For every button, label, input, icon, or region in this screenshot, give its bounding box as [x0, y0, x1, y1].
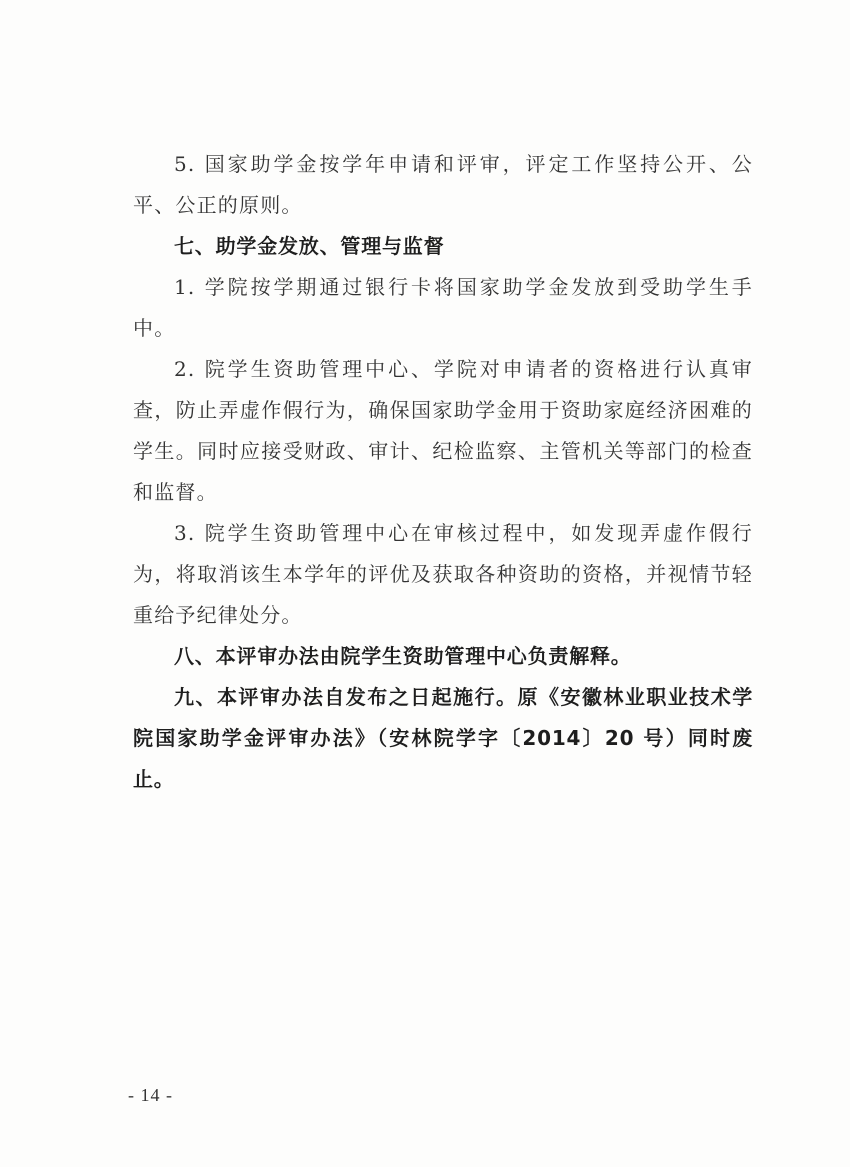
document-body	[133, 144, 753, 800]
page-number: - 14 -	[128, 1085, 173, 1105]
section-heading-9: 九、本评审办法自发布之日起施行。原《安徽林业职业技术学院国家助学金评审办法》（安林院学字〔2014〕20 号）同时废止。	[133, 685, 753, 791]
paragraph-item-5: 5. 国家助学金按学年申请和评审，评定工作坚持公开、公平、公正的原则。	[133, 152, 753, 217]
section-heading-8: 八、本评审办法由院学生资助管理中心负责解释。	[174, 644, 632, 668]
paragraph-item-3: 3. 院学生资助管理中心在审核过程中，如发现弄虚作假行为，将取消该生本学年的评优及获取各种资助的资格，并视情节轻重给予纪律处分。	[133, 521, 753, 627]
section-heading-7: 七、助学金发放、管理与监督	[174, 234, 445, 258]
paragraph-item-2: 2. 院学生资助管理中心、学院对申请者的资格进行认真审查，防止弄虚作假行为，确保国家助学金用于资助家庭经济困难的学生。同时应接受财政、审计、纪检监察、主管机关等部门的检查和监督。	[133, 357, 753, 504]
paragraph-item-1: 1. 学院按学期通过银行卡将国家助学金发放到受助学生手中。	[133, 275, 753, 340]
